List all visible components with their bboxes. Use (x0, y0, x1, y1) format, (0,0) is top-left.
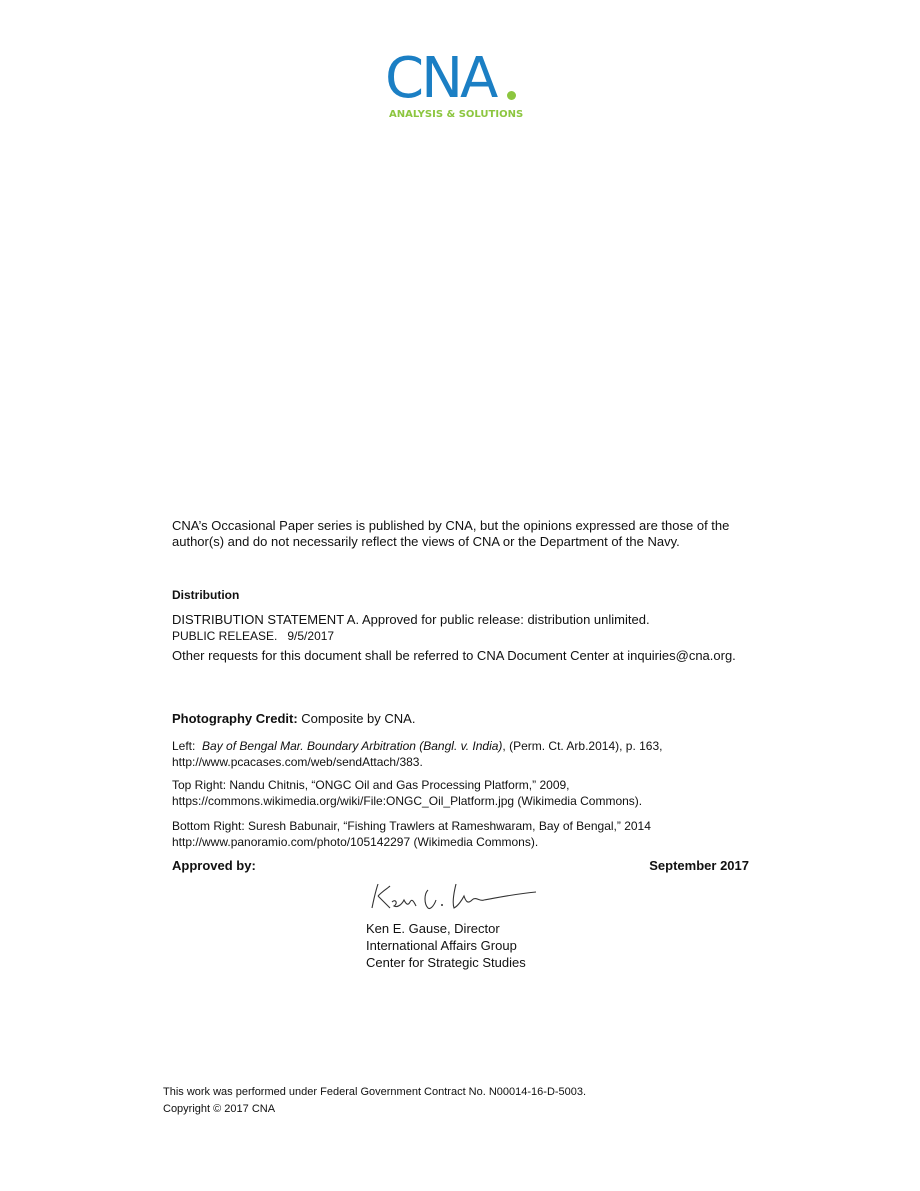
signer-group: International Affairs Group (366, 938, 517, 953)
distribution-section (172, 612, 772, 664)
approval-date: September 2017 (649, 858, 749, 873)
credit-left-prefix: Left: (172, 739, 203, 753)
contract-statement: This work was performed under Federal Government Contract No. N00014-16-D-5003. (163, 1086, 587, 1098)
logo-wordmark: CNA (385, 46, 496, 111)
credit-left-text (172, 738, 762, 770)
credit-left-rest: , (Perm. Ct. Arb.2014), p. 163, http://www.pcacases.com/web/sendAttach/383. (172, 739, 663, 769)
distribution-statement: DISTRIBUTION STATEMENT A. Approved for public release: distribution unlimited. (172, 612, 650, 627)
logo-tagline: ANALYSIS & SOLUTIONS (389, 109, 524, 120)
disclaimer-text: CNA’s Occasional Paper series is published by CNA, but the opinions expressed are those of the author(s) and do not necessarily reflect the views of CNA or the Department of the Navy. (172, 518, 730, 549)
credit-top-right-text: Top Right: Nandu Chitnis, “ONGC Oil and Gas Processing Platform,” 2009, https://commons.wikimedia.org/wiki/File:ONGC_Oil_Platform.jpg (Wikimedia Commons). (172, 778, 643, 808)
copyright-notice: Copyright © 2017 CNA (163, 1103, 276, 1115)
distribution-requests: Other requests for this document shall be referred to CNA Document Center at inquiries@cna.org. (172, 648, 736, 663)
disclaimer-section (172, 518, 772, 550)
credit-top-right (172, 777, 732, 809)
public-release-line: PUBLIC RELEASE. 9/5/2017 (172, 629, 335, 643)
cna-logo (385, 46, 537, 122)
approved-by-label: Approved by: (172, 858, 256, 873)
credit-bottom-right (172, 818, 732, 850)
signer-center: Center for Strategic Studies (366, 955, 526, 970)
credit-left-title: Bay of Bengal Mar. Boundary Arbitration (Bangl. v. India) (202, 739, 503, 753)
logo-dot (507, 91, 516, 100)
photo-credit-label: Photography Credit: (172, 711, 298, 726)
credit-bottom-right-text: Bottom Right: Suresh Babunair, “Fishing Trawlers at Rameshwaram, Bay of Bengal,” 2014 http://www.panoramio.com/photo/105142297 (Wikimedia Commons). (172, 819, 651, 849)
photo-credit-section (172, 711, 772, 727)
photo-credit-line (172, 711, 772, 727)
credit-left (172, 738, 762, 770)
signer-name: Ken E. Gause, Director (366, 921, 500, 936)
signature-image (364, 878, 544, 918)
photo-credit-text: Composite by CNA. (297, 711, 416, 726)
signer-block (366, 920, 526, 971)
distribution-heading-wrap (172, 587, 772, 603)
footer (163, 1084, 586, 1118)
distribution-heading: Distribution (172, 588, 240, 602)
